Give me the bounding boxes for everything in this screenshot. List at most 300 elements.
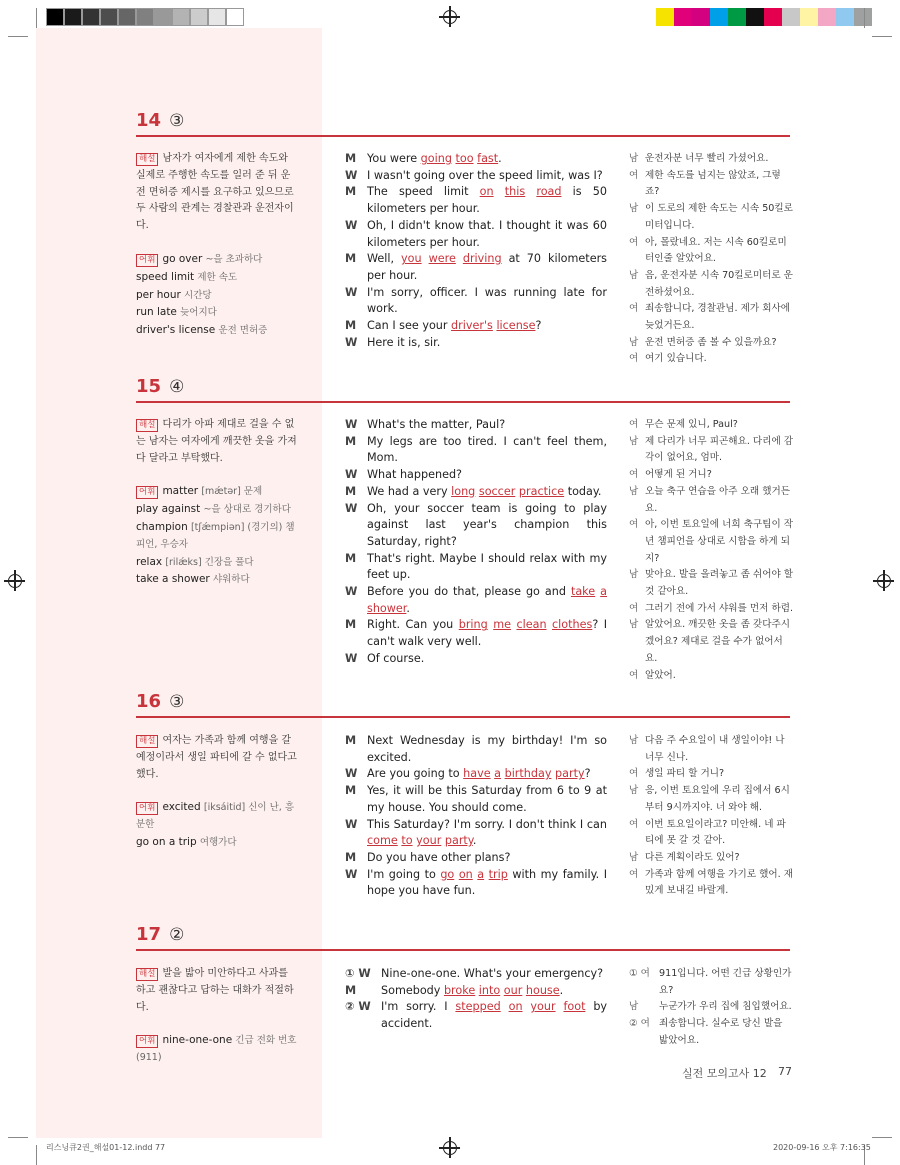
blank-answer-word: long: [451, 484, 476, 498]
vocab-item: [136, 304, 298, 322]
translation-text: 음, 운전자분 시속 70킬로미터로 운전하셨어요.: [645, 269, 793, 298]
grayscale-swatch: [46, 8, 64, 26]
speaker-label: M: [345, 252, 357, 266]
translation-text: 이 도로의 제한 속도는 시속 50킬로미터입니다.: [645, 203, 793, 231]
script-line: [345, 285, 607, 318]
vocabulary-list: [136, 251, 298, 340]
script-segment: at 70 kilometers per hour.: [367, 252, 608, 282]
translation-line: [629, 301, 794, 334]
dialogue-script: [345, 966, 607, 1033]
question-heading: [136, 691, 184, 712]
script-text: [367, 417, 607, 434]
translation-text: 오늘 축구 연습을 아주 오래 했거든요.: [645, 485, 790, 514]
script-segment: Nine-one-one. What's your emergency?: [381, 967, 604, 980]
script-text: [381, 983, 607, 1000]
grayscale-swatch: [100, 8, 118, 26]
vocabulary-list: [136, 1032, 298, 1067]
script-line: [345, 467, 607, 484]
translation-text: 알았어요. 깨끗한 옷을 좀 갖다주시겠어요? 제대로 걸을 수가 없어서요.: [645, 619, 790, 664]
blank-answer-word: party: [444, 834, 473, 848]
blank-answer-word: shower: [367, 601, 407, 615]
translation-text: 누군가가 우리 집에 침입했어요.: [659, 1001, 792, 1013]
vocab-meaning: [tʃǽmpiən] (경기의) 챔피언, 우승자: [136, 521, 295, 550]
registration-mark-bottom-icon: [443, 1141, 457, 1155]
crop-mark: [8, 1137, 28, 1138]
speaker-label: M: [345, 434, 357, 448]
blank-answer-word: foot: [563, 1000, 586, 1014]
dialogue-script: [345, 417, 607, 668]
registration-mark-right-icon: [877, 574, 891, 588]
blank-answer-word: your: [416, 834, 442, 848]
translation-line: [629, 434, 794, 467]
script-text: [381, 999, 607, 1032]
vocab-word: per hour: [136, 288, 181, 301]
color-swatch: [836, 8, 854, 26]
vocab-word: go on a trip: [136, 835, 197, 848]
script-segment: Oh, I didn't know that. I thought it was 60 kilometers per hour.: [367, 218, 607, 249]
translation-line: [629, 467, 794, 484]
vocab-meaning: 샤워하다: [212, 574, 250, 586]
translation-text: 무슨 문제 있니, Paul?: [645, 419, 738, 430]
translation-line: [629, 201, 794, 234]
translation-text: 맞아요. 발을 올려놓고 좀 쉬어야 할 것 같아요.: [645, 569, 794, 598]
blank-answer-word: on: [479, 185, 494, 199]
blank-answer-word: on: [508, 1000, 523, 1014]
blank-answer-word: driver's: [451, 319, 493, 333]
script-line: [345, 417, 607, 434]
print-slug-timestamp: 2020-09-16 오후 7:16:35: [773, 1143, 871, 1152]
blank-answer-word: broke: [443, 983, 476, 997]
question-heading: [136, 924, 184, 945]
script-segment: We had a very: [367, 484, 452, 498]
translation-speaker: 여: [629, 169, 639, 181]
vocab-word: nine-one-one: [162, 1034, 233, 1047]
blank-answer-word: you: [401, 252, 422, 266]
script-text: [367, 817, 607, 850]
script-segment: ?: [535, 319, 542, 333]
question-number: 15: [136, 376, 162, 397]
section-divider: [136, 949, 790, 951]
grayscale-swatch: [136, 8, 154, 26]
blank-answer-word: a: [477, 867, 485, 881]
section-divider: [136, 401, 790, 403]
translation-text: 제 다리가 너무 피곤해요. 다리에 감각이 없어요, 엄마.: [645, 435, 794, 464]
vocab-meaning: [iksáitid] 신이 난, 흥분한: [136, 802, 295, 831]
blank-answer-word: driving: [462, 252, 502, 266]
vocab-tag: 어휘: [136, 254, 158, 267]
script-segment: What happened?: [367, 468, 462, 482]
script-segment: What's the matter, Paul?: [367, 418, 506, 431]
speaker-label: W: [345, 335, 358, 349]
script-text: [367, 151, 607, 168]
blank-answer-word: fast: [477, 152, 499, 165]
script-segment: ?: [584, 767, 591, 781]
explanation-text: [136, 151, 298, 235]
blank-answer-word: me: [493, 618, 511, 632]
answer-number: ④: [169, 377, 185, 397]
speaker-label: W: [345, 651, 358, 665]
blank-answer-word: road: [536, 185, 562, 199]
script-line: [345, 766, 607, 783]
script-segment: I'm sorry. I: [381, 1000, 456, 1014]
translation-line: [629, 567, 794, 600]
script-text: [367, 617, 607, 650]
script-segment: .: [498, 152, 502, 165]
question-number: 17: [136, 924, 162, 945]
translation-speaker: 남: [629, 269, 639, 281]
explanation-body: 발을 밟아 미안하다고 사과를 하고 괜찮다고 답하는 대화가 적절하다.: [136, 968, 294, 1013]
registration-mark-top-icon: [443, 10, 457, 24]
translation-line: [629, 733, 794, 766]
translation-speaker: 남: [629, 435, 639, 447]
script-segment: .: [406, 601, 410, 615]
vocab-item: [136, 287, 298, 305]
speaker-label: M: [345, 152, 357, 165]
vocab-meaning: 제한 속도: [197, 271, 238, 283]
vocab-item: [136, 1032, 298, 1067]
vocab-meaning: [rilǽks] 긴장을 풀다: [165, 556, 254, 568]
crop-mark: [872, 1137, 892, 1138]
vocab-meaning: 운전 면허증: [218, 325, 268, 337]
script-segment: Somebody: [381, 983, 444, 997]
script-line: [345, 651, 607, 668]
script-segment: I'm going to: [367, 867, 441, 881]
vocab-item: [136, 251, 298, 269]
vocab-meaning: 긴급 전화 번호 (911): [136, 1035, 297, 1064]
korean-translation: [629, 966, 794, 1050]
script-text: [367, 467, 607, 484]
explanation-tag: 해설: [136, 735, 158, 748]
script-line: [345, 501, 607, 551]
color-swatch: [854, 8, 872, 26]
translation-line: [629, 351, 794, 368]
vocab-word: driver's license: [136, 324, 216, 337]
vocab-meaning: [mǽtər] 문제: [201, 486, 263, 498]
blank-answer-word: a: [494, 767, 502, 781]
dialogue-script: [345, 733, 607, 900]
blank-answer-word: into: [478, 983, 501, 997]
grayscale-swatch: [118, 8, 136, 26]
script-segment: This Saturday? I'm sorry. I don't think I can: [367, 817, 607, 831]
script-segment: Before you do that, please go and: [367, 585, 571, 599]
script-segment: Do you have other plans?: [367, 850, 511, 864]
script-segment: with my family. I hope you have fun.: [367, 867, 608, 898]
explanation-tag: 해설: [136, 419, 158, 432]
script-segment: That's right. Maybe I should relax with my feet up.: [367, 551, 607, 582]
blank-answer-word: our: [503, 983, 523, 997]
translation-text: 죄송합니다, 경찰관님. 제가 회사에 늦었거든요.: [645, 303, 790, 332]
answer-number: ③: [169, 111, 185, 131]
translation-text: 운전자분 너무 빨리 가셨어요.: [645, 153, 769, 164]
blank-answer-word: license: [496, 319, 536, 333]
explanation-block: [136, 151, 298, 340]
translation-speaker: 여: [629, 353, 639, 365]
vocab-word: matter: [162, 485, 199, 498]
script-line: [345, 966, 607, 983]
vocab-word: champion: [136, 520, 188, 533]
translation-text: 아, 몰랐네요. 저는 시속 60킬로미터인줄 알았어요.: [645, 236, 787, 265]
script-segment: Can I see your: [367, 319, 452, 333]
script-segment: Next Wednesday is my birthday! I'm so excited.: [367, 734, 607, 764]
translation-speaker: ② 여: [629, 1018, 650, 1030]
footer-title: 실전 모의고사 12: [682, 1067, 767, 1080]
answer-number: ③: [169, 692, 185, 712]
vocab-item: [136, 571, 298, 589]
color-swatch: [710, 8, 728, 26]
script-line: [345, 783, 607, 816]
script-text: [367, 484, 607, 501]
question-number: 14: [136, 110, 162, 131]
translation-speaker: 여: [629, 303, 639, 315]
translation-speaker: 여: [629, 868, 639, 880]
question-number: 16: [136, 691, 162, 712]
grayscale-swatch: [82, 8, 100, 26]
grayscale-swatch: [226, 8, 244, 26]
translation-speaker: 남: [629, 851, 639, 863]
translation-line: [629, 999, 794, 1016]
script-line: [345, 184, 607, 217]
crop-mark: [36, 8, 37, 28]
translation-text: 어떻게 된 거니?: [645, 469, 712, 481]
script-line: [345, 850, 607, 867]
translation-speaker: 남: [629, 1001, 639, 1013]
explanation-block: [136, 417, 298, 589]
translation-speaker: 남: [629, 569, 639, 581]
blank-answer-word: have: [463, 767, 491, 781]
vocab-word: relax: [136, 555, 163, 568]
script-line: [345, 151, 607, 168]
grayscale-swatch: [190, 8, 208, 26]
script-line: [345, 434, 607, 467]
section-divider: [136, 716, 790, 718]
script-text: [367, 850, 607, 867]
color-swatch: [674, 8, 692, 26]
script-line: [345, 484, 607, 501]
speaker-label: M: [345, 850, 357, 864]
registration-mark-left-icon: [8, 574, 22, 588]
grayscale-swatch: [172, 8, 190, 26]
speaker-label: W: [345, 867, 358, 881]
translation-text: 다음 주 수요일이 내 생일이야! 나 너무 신나.: [645, 735, 785, 763]
blank-answer-word: your: [530, 1000, 556, 1014]
speaker-label: W: [345, 767, 358, 781]
vocab-tag: 어휘: [136, 486, 158, 499]
translation-line: [629, 850, 794, 867]
script-line: [345, 335, 607, 352]
script-segment: [494, 185, 505, 198]
question-heading: [136, 376, 184, 397]
translation-speaker: 여: [629, 469, 639, 481]
translation-speaker: 여: [629, 602, 639, 614]
script-line: [345, 999, 607, 1032]
script-text: [367, 783, 607, 816]
script-segment: The speed limit: [367, 185, 480, 199]
blank-answer-word: come: [367, 834, 398, 848]
speaker-label: W: [345, 218, 358, 232]
script-line: [345, 983, 607, 1000]
script-text: [367, 184, 607, 217]
script-line: [345, 584, 607, 617]
script-line: [345, 617, 607, 650]
vocab-word: play against: [136, 503, 201, 516]
vocab-item: [136, 519, 298, 554]
vocab-meaning: 여행가다: [199, 836, 237, 848]
speaker-label: W: [345, 285, 358, 299]
script-line: [345, 867, 607, 900]
vocab-item: [136, 269, 298, 287]
color-swatch: [656, 8, 674, 26]
translation-text: 알았어.: [645, 669, 676, 681]
speaker-label: M: [345, 551, 357, 565]
script-text: [367, 651, 607, 668]
vocab-meaning: ~을 상대로 경기하다: [203, 504, 291, 516]
vocab-word: go over: [162, 252, 203, 265]
vocab-item: [136, 834, 298, 852]
script-line: [345, 551, 607, 584]
explanation-body: 남자가 여자에게 제한 속도와 실제로 주행한 속도를 일러 준 뒤 운전 면허증 제시를 요구하고 있으므로 두 사람의 관계는 경찰관과 운전자이다.: [136, 153, 294, 232]
script-line: [345, 318, 607, 335]
vocab-tag: 어휘: [136, 802, 158, 815]
script-segment: .: [472, 834, 477, 848]
translation-speaker: 여: [629, 519, 639, 531]
script-segment: I'm sorry, officer. I was running late for work.: [367, 285, 607, 316]
translation-line: [629, 517, 794, 567]
translation-line: [629, 783, 794, 816]
blank-answer-word: party: [555, 767, 585, 781]
blank-answer-word: bring: [458, 618, 488, 632]
script-text: [367, 551, 607, 584]
page-number: 77: [778, 1065, 792, 1078]
dialogue-script: [345, 151, 607, 351]
blank-answer-word: clothes: [552, 618, 593, 632]
blank-answer-word: to: [401, 834, 413, 848]
script-text: [367, 766, 607, 783]
translation-line: [629, 335, 794, 352]
script-segment: [456, 252, 463, 265]
script-segment: today.: [564, 484, 602, 498]
translation-text: 운전 면허증 좀 볼 수 있을까요?: [645, 336, 777, 348]
blank-answer-word: birthday: [504, 767, 552, 781]
translation-text: 제한 속도를 넘지는 않았죠, 그렇죠?: [645, 169, 781, 198]
translation-text: 다른 계획이라도 있어?: [645, 851, 740, 863]
korean-translation: [629, 151, 794, 368]
vocab-meaning: 시간당: [184, 289, 212, 301]
explanation-text: [136, 417, 298, 467]
translation-line: [629, 268, 794, 301]
speaker-label: M: [345, 618, 357, 632]
korean-translation: [629, 417, 794, 684]
vocab-meaning: ~을 초과하다: [205, 253, 263, 265]
explanation-text: [136, 733, 298, 783]
vocabulary-list: [136, 483, 298, 589]
script-segment: You were: [367, 152, 421, 165]
translation-text: 이번 토요일이라고? 미안해. 네 파티에 못 갈 것 같아.: [645, 818, 786, 847]
blank-answer-word: too: [455, 152, 474, 165]
translation-line: [629, 817, 794, 850]
explanation-block: [136, 966, 298, 1067]
translation-text: 여기 있습니다.: [645, 353, 707, 365]
speaker-label: W: [345, 418, 358, 431]
blank-answer-word: soccer: [478, 484, 516, 498]
vocab-tag: 어휘: [136, 1035, 158, 1048]
script-text: [367, 501, 607, 551]
translation-line: [629, 617, 794, 667]
crop-mark: [872, 36, 892, 37]
script-segment: by accident.: [381, 1000, 608, 1031]
color-swatch: [728, 8, 746, 26]
explanation-body: 여자는 가족과 함께 여행을 갈 예정이라서 생일 파티에 갈 수 없다고 했다.: [136, 735, 297, 780]
blank-answer-word: were: [428, 252, 456, 266]
vocab-word: run late: [136, 306, 177, 319]
translation-line: [629, 1016, 794, 1049]
section-divider: [136, 135, 790, 137]
script-segment: [501, 1000, 509, 1013]
translation-speaker: 남: [629, 485, 639, 497]
color-calibration-bar: [656, 8, 872, 26]
translation-speaker: 남: [629, 619, 639, 631]
blank-answer-word: stepped: [455, 1000, 501, 1014]
speaker-label: M: [345, 319, 357, 333]
translation-text: 911입니다. 어떤 긴급 상황인가요?: [659, 968, 792, 996]
vocab-item: [136, 322, 298, 340]
crop-mark: [36, 1145, 37, 1165]
blank-answer-word: practice: [518, 484, 565, 498]
script-segment: Of course.: [367, 651, 425, 665]
explanation-body: 다리가 아파 제대로 걸을 수 없는 남자는 여자에게 깨끗한 옷을 가져다 달라고 부탁했다.: [136, 419, 297, 464]
script-segment: Oh, your soccer team is going to play against last year's champion this Saturday, right?: [367, 501, 607, 548]
script-segment: [525, 185, 536, 198]
script-segment: .: [559, 983, 564, 997]
script-text: [367, 733, 607, 766]
script-segment: Yes, it will be this Saturday from 6 to 9 at my house. You should come.: [367, 784, 607, 814]
speaker-label: W: [345, 817, 358, 831]
script-segment: I wasn't going over the speed limit, was I?: [367, 168, 603, 182]
translation-line: [629, 966, 794, 999]
script-text: [381, 966, 607, 983]
vocab-word: excited: [162, 801, 201, 814]
explanation-block: [136, 733, 298, 852]
translation-line: [629, 867, 794, 900]
translation-speaker: 남: [629, 735, 639, 746]
script-text: [367, 318, 607, 335]
blank-answer-word: going: [420, 152, 452, 165]
blank-answer-word: on: [458, 867, 473, 881]
script-segment: Here it is, sir.: [367, 335, 441, 349]
speaker-label: M: [345, 784, 357, 798]
explanation-tag: 해설: [136, 968, 158, 981]
translation-speaker: 여: [629, 669, 639, 681]
color-swatch: [764, 8, 782, 26]
translation-text: 아, 이번 토요일에 너희 축구팀이 작년 챔피언을 상대로 시합을 하게 되지?: [645, 519, 794, 564]
translation-speaker: 남: [629, 153, 639, 164]
script-text: [367, 251, 607, 284]
script-text: [367, 285, 607, 318]
blank-answer-word: go: [440, 867, 455, 881]
explanation-tag: 해설: [136, 153, 158, 166]
translation-speaker: 여: [629, 236, 639, 248]
translation-line: [629, 417, 794, 434]
script-line: [345, 251, 607, 284]
vocab-word: take a shower: [136, 573, 210, 586]
blank-answer-word: a: [600, 585, 608, 599]
speaker-label: M: [345, 185, 357, 199]
speaker-label: ① W: [345, 967, 371, 980]
grayscale-swatch: [154, 8, 172, 26]
speaker-label: W: [345, 468, 358, 482]
blank-answer-word: clean: [516, 618, 547, 632]
translation-speaker: ① 여: [629, 968, 650, 979]
translation-line: [629, 235, 794, 268]
